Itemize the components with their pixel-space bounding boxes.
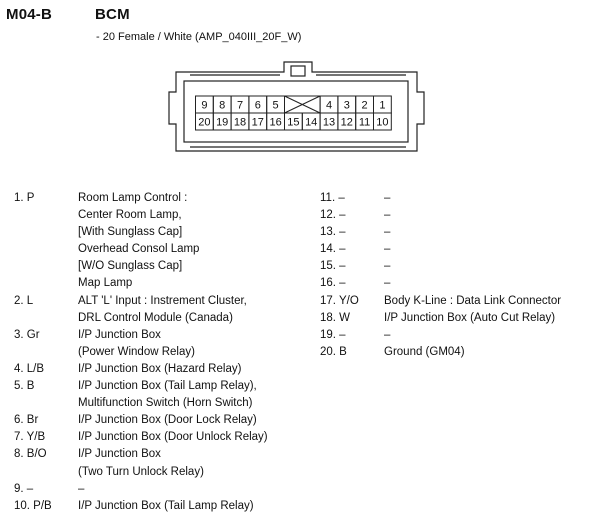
pin-description-line: I/P Junction Box	[78, 328, 161, 341]
pin-number: 14	[305, 116, 318, 129]
pin-description-line: I/P Junction Box (Door Lock Relay)	[78, 414, 257, 427]
pin-description	[78, 446, 204, 480]
pin-description-line: –	[78, 482, 85, 495]
pin-entry	[320, 275, 561, 292]
pin-description	[78, 361, 241, 378]
pin-id: 9. –	[14, 482, 34, 495]
pin-entry	[14, 412, 268, 429]
pin-id: 10. P/B	[14, 499, 52, 512]
pin-cell	[196, 96, 214, 113]
pin-cell	[338, 113, 356, 130]
pin-description-line: –	[384, 209, 391, 222]
pin-entry	[320, 310, 561, 327]
pin-cell	[231, 96, 249, 113]
pin-description	[78, 412, 257, 429]
pin-entry	[14, 446, 268, 480]
pin-description-line: DRL Control Module (Canada)	[78, 311, 233, 324]
pin-cell	[320, 96, 338, 113]
pin-number: 12	[340, 116, 353, 129]
pin-cell	[267, 113, 285, 130]
pin-id: 13. –	[320, 226, 346, 239]
pin-description	[384, 207, 390, 224]
pin-number: 19	[216, 116, 229, 129]
pin-description-line: Ground (GM04)	[384, 345, 465, 358]
pin-cell	[374, 96, 392, 113]
pin-description	[78, 293, 247, 327]
pin-number: 1	[379, 99, 386, 112]
pin-description	[384, 190, 390, 207]
pin-entry	[320, 344, 561, 361]
pin-cell	[213, 113, 231, 130]
pin-entry	[320, 258, 561, 275]
pin-number: 16	[269, 116, 282, 129]
pin-id: 18. W	[320, 311, 351, 324]
pin-cell	[302, 113, 320, 130]
pin-id: 12. –	[320, 209, 346, 222]
pin-entry	[14, 327, 268, 361]
pin-cell	[320, 113, 338, 130]
pin-description	[384, 327, 390, 344]
pin-description	[78, 327, 195, 361]
pin-id: 19. –	[320, 328, 346, 341]
connector-code: M04-B	[6, 6, 53, 23]
pin-cell	[374, 113, 392, 130]
pin-description-line: [W/O Sunglass Cap]	[78, 260, 183, 273]
pin-description	[384, 310, 555, 327]
pin-description-line: I/P Junction Box (Auto Cut Relay)	[384, 311, 556, 324]
pin-description	[384, 293, 561, 310]
pin-id: 3. Gr	[14, 328, 40, 341]
pin-description-line: Center Room Lamp,	[78, 209, 182, 222]
pin-id: 20. B	[320, 345, 347, 358]
pin-id: 11. –	[320, 192, 345, 204]
pin-number: 17	[251, 116, 264, 129]
top-pin-row	[196, 96, 392, 113]
connector-diagram	[0, 0, 600, 170]
pin-number: 4	[325, 99, 333, 112]
connector-subtitle: - 20 Female / White (AMP_040III_20F_W)	[96, 31, 302, 43]
pin-description-line: I/P Junction Box (Door Unlock Relay)	[78, 431, 268, 444]
pin-number: 10	[376, 116, 389, 129]
pin-number: 8	[219, 99, 226, 112]
pin-id: 5. B	[14, 380, 35, 393]
pin-id: 6. Br	[14, 414, 39, 427]
pin-description-line: –	[384, 243, 391, 256]
pin-entry	[320, 224, 561, 241]
pin-description-line: I/P Junction Box (Tail Lamp Relay),	[78, 380, 257, 393]
pin-cell	[338, 96, 356, 113]
pin-description-line: –	[384, 260, 391, 273]
pin-entry	[14, 498, 268, 515]
pin-id: 7. Y/B	[14, 431, 46, 444]
pin-list-right	[320, 190, 561, 361]
pin-entry	[14, 429, 268, 446]
pin-description-line: (Two Turn Unlock Relay)	[78, 465, 204, 478]
pin-number: 7	[236, 99, 244, 112]
pin-entry	[320, 293, 561, 310]
pin-description-line: I/P Junction Box	[78, 448, 161, 461]
pin-description-line: [With Sunglass Cap]	[78, 226, 183, 239]
pin-id: 16. –	[320, 277, 346, 290]
pin-cell	[213, 96, 231, 113]
pin-id: 15. –	[320, 260, 346, 273]
pin-description-line: Multifunction Switch (Horn Switch)	[78, 397, 253, 410]
pin-description-line: –	[384, 192, 391, 204]
pin-description-line: –	[384, 328, 391, 341]
pin-description-line: I/P Junction Box (Hazard Relay)	[78, 362, 242, 375]
pin-description-line: (Power Window Relay)	[78, 345, 195, 358]
pin-description	[384, 241, 390, 258]
pin-description-line: I/P Junction Box (Tail Lamp Relay)	[78, 499, 254, 512]
pin-cell	[249, 113, 267, 130]
pin-entry	[14, 190, 268, 293]
pin-description-line: Overhead Consol Lamp	[78, 243, 200, 256]
bottom-pin-row	[196, 113, 392, 130]
pin-number: 2	[361, 99, 368, 112]
pin-description	[384, 258, 390, 275]
pin-entry	[320, 241, 561, 258]
pin-description	[78, 429, 268, 446]
pin-entry	[320, 190, 561, 207]
pin-number: 15	[287, 116, 300, 129]
pin-cell	[231, 113, 249, 130]
pin-description	[78, 190, 199, 293]
pin-description-line: Body K-Line : Data Link Connector	[384, 294, 562, 307]
pin-number: 9	[201, 99, 208, 112]
pin-description	[78, 498, 254, 515]
pin-entry	[14, 361, 268, 378]
pin-cell	[249, 96, 267, 113]
pin-entry	[320, 327, 561, 344]
pin-description	[384, 275, 390, 292]
pin-id: 4. L/B	[14, 362, 45, 375]
pin-cell	[285, 113, 303, 130]
pin-number: 3	[343, 99, 350, 112]
module-name: BCM	[95, 6, 130, 23]
pin-description-line: Room Lamp Control :	[78, 192, 188, 204]
pin-description-line: ALT 'L' Input : Instrement Cluster,	[78, 294, 247, 307]
pin-entry	[14, 378, 268, 412]
pin-cell	[267, 96, 285, 113]
crossed-box-icon	[285, 96, 321, 113]
pin-entry	[320, 207, 561, 224]
pin-description-line: –	[384, 277, 391, 290]
pin-description	[384, 344, 465, 361]
pin-id: 17. Y/O	[320, 294, 359, 307]
pin-number: 11	[358, 116, 371, 129]
pin-number: 20	[198, 116, 211, 129]
pin-id: 8. B/O	[14, 448, 47, 461]
pin-id: 14. –	[320, 243, 346, 256]
pin-number: 5	[272, 99, 279, 112]
pin-number: 6	[254, 99, 261, 112]
pin-description	[384, 224, 390, 241]
pin-id: 2. L	[14, 294, 34, 307]
pin-cell	[356, 113, 374, 130]
pin-id: 1. P	[14, 192, 35, 204]
pin-description-line: Map Lamp	[78, 277, 133, 290]
pin-list-left	[14, 190, 268, 515]
pin-cell	[356, 96, 374, 113]
pin-entry	[14, 293, 268, 327]
pin-entry	[14, 481, 268, 498]
pin-description	[78, 378, 257, 412]
pin-number: 13	[322, 116, 336, 129]
pin-number: 18	[233, 116, 247, 129]
pin-cell	[196, 113, 214, 130]
pin-description	[78, 481, 84, 498]
pin-description-line: –	[384, 226, 391, 239]
